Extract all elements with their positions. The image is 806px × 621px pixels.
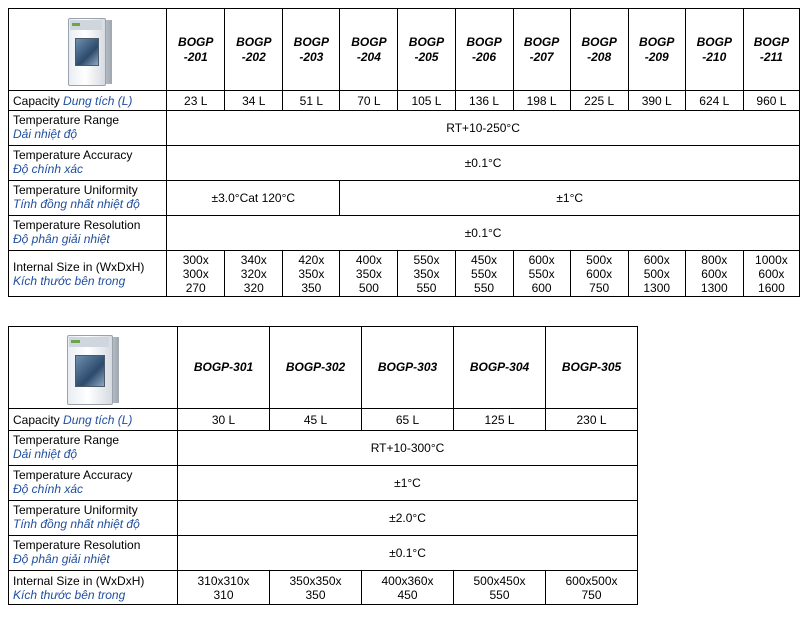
oven-icon (62, 14, 114, 86)
size-value: 600x 500x 1300 (628, 251, 685, 297)
uniformity-row (9, 181, 800, 216)
accuracy-row (9, 146, 800, 181)
spec-table-bogp-300 (8, 326, 638, 605)
accuracy-row (9, 466, 638, 501)
accuracy-label: Temperature Accuracy Độ chính xác (9, 146, 167, 181)
model-header: BOGP -211 (743, 9, 799, 91)
capacity-value: 225 L (570, 91, 628, 111)
capacity-value: 51 L (283, 91, 340, 111)
range-label: Temperature Range Dải nhiệt độ (9, 111, 167, 146)
capacity-value: 125 L (454, 409, 546, 431)
model-header: BOGP-304 (454, 327, 546, 409)
size-row (9, 571, 638, 605)
capacity-value: 105 L (398, 91, 455, 111)
uniformity-label: Temperature Uniformity Tính đồng nhất nhiệt độ (9, 501, 178, 536)
uniformity-row (9, 501, 638, 536)
size-value: 350x350x 350 (270, 571, 362, 605)
model-header: BOGP -204 (340, 9, 398, 91)
capacity-value: 230 L (546, 409, 638, 431)
range-row (9, 111, 800, 146)
size-value: 310x310x 310 (178, 571, 270, 605)
capacity-value: 136 L (455, 91, 513, 111)
capacity-value: 30 L (178, 409, 270, 431)
spec-table-bogp-200 (8, 8, 800, 297)
accuracy-value: ±0.1°C (167, 146, 800, 181)
uniformity-value-a: ±3.0°Cat 120°C (167, 181, 340, 216)
header-row (9, 9, 800, 91)
uniformity-label: Temperature Uniformity Tính đồng nhất nhiệt độ (9, 181, 167, 216)
range-value: RT+10-250°C (167, 111, 800, 146)
size-value: 1000x 600x 1600 (743, 251, 799, 297)
size-value: 600x 550x 600 (513, 251, 570, 297)
capacity-label: Capacity Dung tích (L) (9, 91, 167, 111)
header-row (9, 327, 638, 409)
capacity-value: 960 L (743, 91, 799, 111)
model-header: BOGP -208 (570, 9, 628, 91)
capacity-value: 45 L (270, 409, 362, 431)
range-label: Temperature Range Dải nhiệt độ (9, 431, 178, 466)
size-value: 400x360x 450 (362, 571, 454, 605)
model-header: BOGP -207 (513, 9, 570, 91)
uniformity-value-b: ±1°C (340, 181, 800, 216)
resolution-label: Temperature Resolution Độ phân giải nhiệt (9, 536, 178, 571)
model-header: BOGP -201 (167, 9, 225, 91)
size-value: 400x 350x 500 (340, 251, 398, 297)
oven-icon (63, 331, 123, 405)
model-header: BOGP-303 (362, 327, 454, 409)
uniformity-value: ±2.0°C (178, 501, 638, 536)
size-value: 420x 350x 350 (283, 251, 340, 297)
size-value: 500x450x 550 (454, 571, 546, 605)
capacity-value: 70 L (340, 91, 398, 111)
model-header: BOGP -203 (283, 9, 340, 91)
model-header: BOGP-302 (270, 327, 362, 409)
capacity-value: 624 L (685, 91, 743, 111)
product-image-cell (9, 327, 178, 409)
model-header: BOGP -210 (685, 9, 743, 91)
size-value: 500x 600x 750 (570, 251, 628, 297)
capacity-value: 34 L (225, 91, 283, 111)
range-row (9, 431, 638, 466)
model-header: BOGP -206 (455, 9, 513, 91)
accuracy-value: ±1°C (178, 466, 638, 501)
capacity-value: 390 L (628, 91, 685, 111)
product-image-cell (9, 9, 167, 91)
size-row (9, 251, 800, 297)
model-header: BOGP -202 (225, 9, 283, 91)
capacity-value: 65 L (362, 409, 454, 431)
size-value: 340x 320x 320 (225, 251, 283, 297)
capacity-row (9, 91, 800, 111)
resolution-row (9, 216, 800, 251)
size-label: Internal Size in (WxDxH) Kích thước bên trong (9, 251, 167, 297)
range-value: RT+10-300°C (178, 431, 638, 466)
model-header: BOGP -209 (628, 9, 685, 91)
accuracy-label: Temperature Accuracy Độ chính xác (9, 466, 178, 501)
model-header: BOGP-305 (546, 327, 638, 409)
size-value: 450x 550x 550 (455, 251, 513, 297)
model-header: BOGP -205 (398, 9, 455, 91)
capacity-row (9, 409, 638, 431)
resolution-row (9, 536, 638, 571)
size-value: 300x 300x 270 (167, 251, 225, 297)
capacity-label: Capacity Dung tích (L) (9, 409, 178, 431)
resolution-label: Temperature Resolution Độ phân giải nhiệt (9, 216, 167, 251)
size-value: 550x 350x 550 (398, 251, 455, 297)
resolution-value: ±0.1°C (167, 216, 800, 251)
size-value: 800x 600x 1300 (685, 251, 743, 297)
model-header: BOGP-301 (178, 327, 270, 409)
capacity-value: 23 L (167, 91, 225, 111)
size-value: 600x500x 750 (546, 571, 638, 605)
size-label: Internal Size in (WxDxH) Kích thước bên trong (9, 571, 178, 605)
resolution-value: ±0.1°C (178, 536, 638, 571)
capacity-value: 198 L (513, 91, 570, 111)
